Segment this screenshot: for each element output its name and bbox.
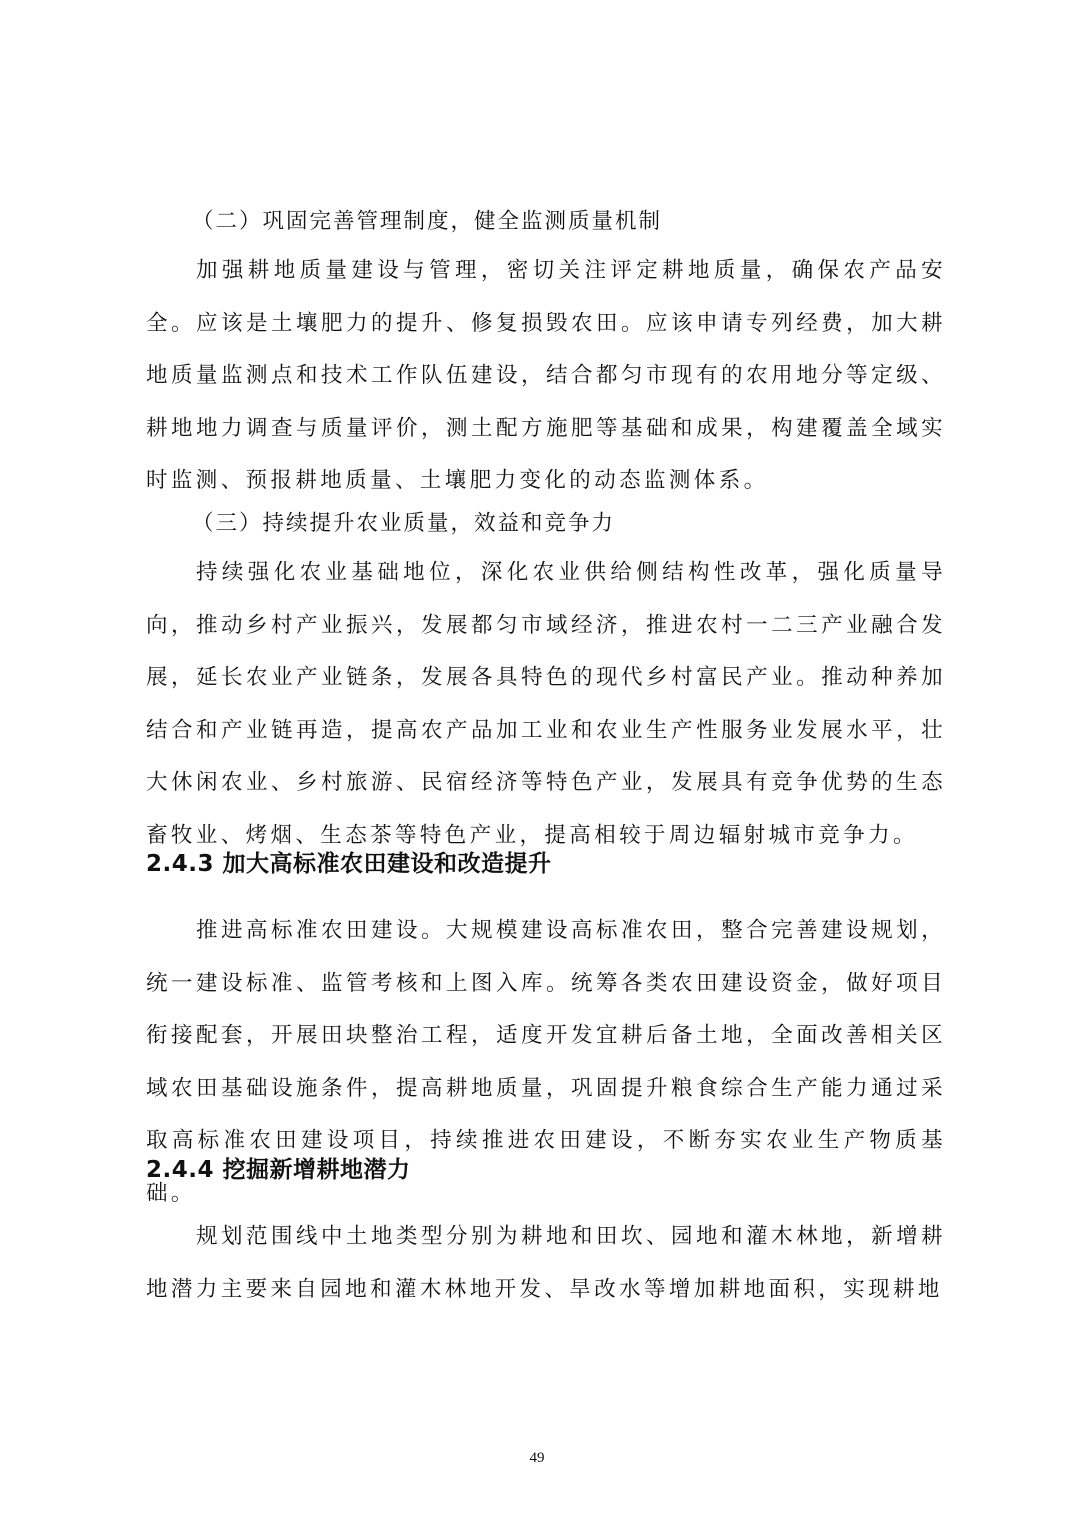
section-heading-2-4-4: 2.4.4 挖掘新增耕地潜力 — [146, 1157, 411, 1183]
page-number: 49 — [529, 1450, 545, 1466]
paragraph-new-farmland-potential: 规划范围线中土地类型分别为耕地和田坎、园地和灌木林地，新增耕地潜力主要来自园地和灌木林地开发、旱改水等增加耕地面积，实现耕地 — [146, 1224, 946, 1302]
sub-heading-management-system: （二）巩固完善管理制度，健全监测质量机制 — [192, 209, 663, 234]
paragraph-farmland-quality-monitoring: 加强耕地质量建设与管理，密切关注评定耕地质量，确保农产品安全。应该是土壤肥力的提升、修复损毁农田。应该申请专列经费，加大耕地质量监测点和技术工作队伍建设，结合都匀市现有的农用地分等定级、耕地地力调查与质量评价，测土配方施肥等基础和成果，构建覆盖全域实时监测、预报耕地质量、土壤肥力变化的动态监测体系。 — [146, 258, 946, 493]
paragraph-agriculture-industry: 持续强化农业基础地位，深化农业供给侧结构性改革，强化质量导向，推动乡村产业振兴，发展都匀市域经济，推进农村一二三产业融合发展，延长农业产业链条，发展各具特色的现代乡村富民产业。推动种养加结合和产业链再造，提高农产品加工业和农业生产性服务业发展水平，壮大休闲农业、乡村旅游、民宿经济等特色产业，发展具有竞争优势的生态畜牧业、烤烟、生态茶等特色产业，提高相较于周边辐射城市竞争力。 — [146, 560, 946, 848]
paragraph-high-standard-farmland: 推进高标准农田建设。大规模建设高标准农田，整合完善建设规划，统一建设标准、监管考核和上图入库。统筹各类农田建设资金，做好项目衔接配套，开展田块整治工程，适度开发宜耕后备土地，全面改善相关区域农田基础设施条件，提高耕地质量，巩固提升粮食综合生产能力通过采取高标准农田建设项目，持续推进农田建设，不断夯实农业生产物质基础。 — [146, 918, 946, 1206]
sub-heading-agriculture-competitiveness: （三）持续提升农业质量，效益和竞争力 — [192, 511, 616, 536]
section-heading-2-4-3: 2.4.3 加大高标准农田建设和改造提升 — [146, 851, 552, 877]
